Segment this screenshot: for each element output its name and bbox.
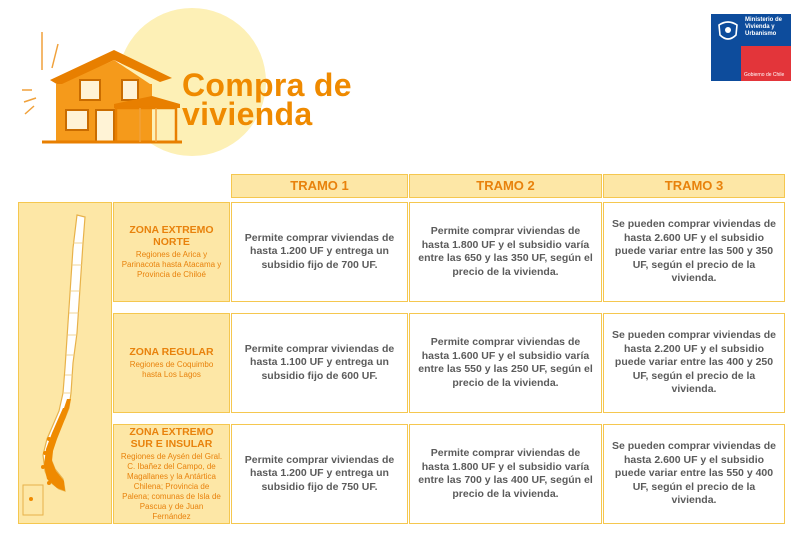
zone-extremo-norte	[113, 202, 230, 302]
zone-name: ZONA REGULAR	[129, 346, 214, 358]
coat-of-arms-icon	[717, 17, 739, 43]
title-line-2: vivienda	[182, 96, 313, 132]
zone-extremo-sur-insular	[113, 424, 230, 524]
tramo-2-header: TRAMO 2	[409, 174, 602, 198]
zone-name: ZONA EXTREMO SUR E INSULAR	[129, 426, 214, 450]
title-line-1: Compra de	[182, 67, 352, 103]
ministry-logo	[711, 14, 791, 81]
cell-norte-tramo-2: Permite comprar viviendas de hasta 1.800 UF y el subsidio varía entre las 650 y las 350 UF, según el precio de la vivienda.	[409, 202, 602, 302]
page-title	[182, 67, 352, 132]
tramo-3-header: TRAMO 3	[603, 174, 785, 198]
ministry-name: Ministerio de Vivienda y Urbanismo	[745, 17, 783, 37]
zone-name: ZONA EXTREMO NORTE	[129, 224, 214, 248]
cell-regular-tramo-1: Permite comprar viviendas de hasta 1.100 UF y entrega un subsidio fijo de 600 UF.	[231, 313, 408, 413]
tramo-1-header: TRAMO 1	[231, 174, 408, 198]
chile-map-icon	[19, 203, 110, 522]
house-icon	[22, 30, 187, 155]
zone-regions: Regiones de Aysén del Gral. C. Ibañez del Campo, de Magallanes y la Antártica Chilena; Provincia de Palena; comunas de Isla de Pascua y de Juan Fernández	[120, 452, 223, 521]
cell-sur-tramo-1: Permite comprar viviendas de hasta 1.200 UF y entrega un subsidio fijo de 750 UF.	[231, 424, 408, 524]
cell-regular-tramo-2: Permite comprar viviendas de hasta 1.600 UF y el subsidio varía entre las 550 y las 250 UF, según el precio de la vivienda.	[409, 313, 602, 413]
cell-sur-tramo-3: Se pueden comprar viviendas de hasta 2.600 UF y el subsidio puede variar entre las 550 y 400 UF, según el precio de la vivienda.	[603, 424, 785, 524]
zone-regions: Regiones de Arica y Parinacota hasta Atacama y Provincia de Chiloé	[121, 250, 222, 279]
cell-regular-tramo-3: Se pueden comprar viviendas de hasta 2.200 UF y el subsidio puede variar entre las 400 y 250 UF, según el precio de la vivienda.	[603, 313, 785, 413]
zone-regions: Regiones de Coquimbo hasta Los Lagos	[129, 360, 214, 379]
chile-map-panel	[18, 202, 112, 524]
cell-norte-tramo-1: Permite comprar viviendas de hasta 1.200 UF y entrega un subsidio fijo de 700 UF.	[231, 202, 408, 302]
cell-norte-tramo-3: Se pueden comprar viviendas de hasta 2.600 UF y el subsidio puede variar entre las 500 y 350 UF, según el precio de la vivienda.	[603, 202, 785, 302]
zone-regular	[113, 313, 230, 413]
cell-sur-tramo-2: Permite comprar viviendas de hasta 1.800 UF y el subsidio varía entre las 700 y las 400 UF, según el precio de la vivienda.	[409, 424, 602, 524]
government-name: Gobierno de Chile	[744, 72, 785, 78]
